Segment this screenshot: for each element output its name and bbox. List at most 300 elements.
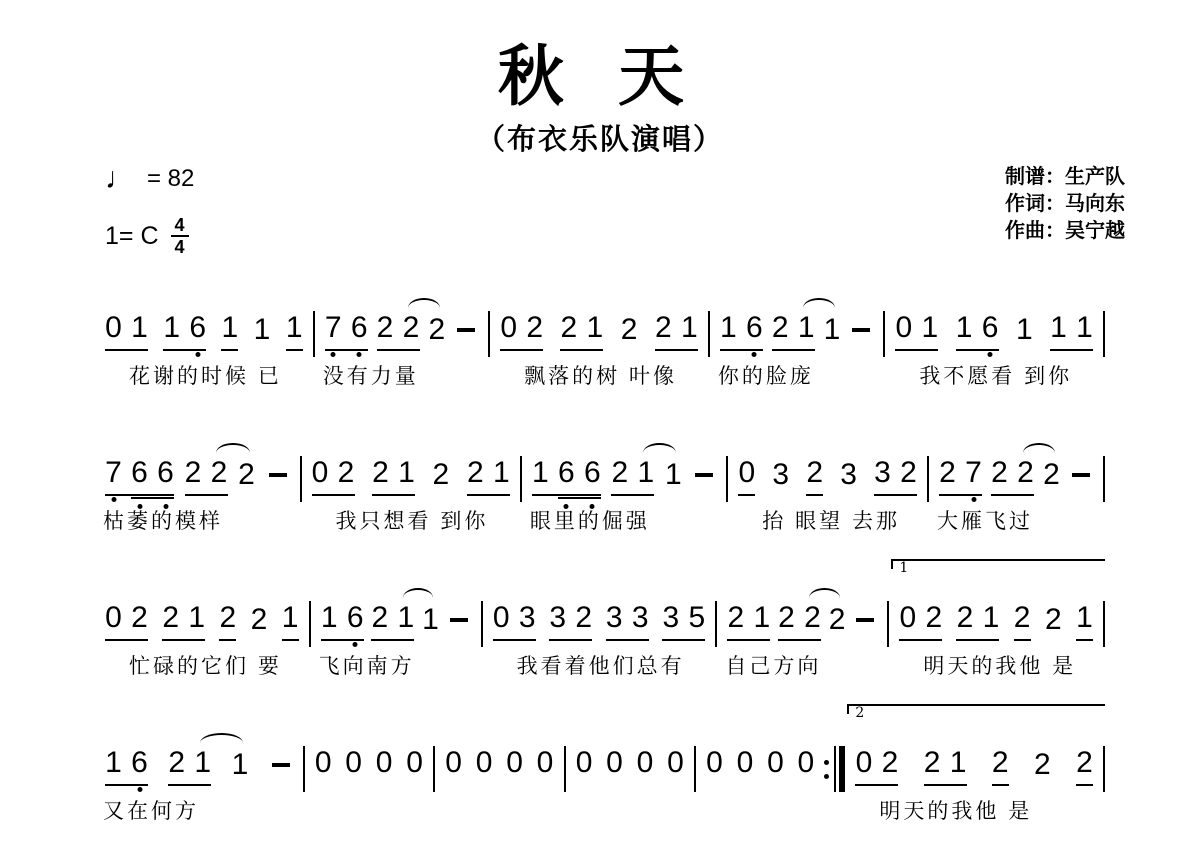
note: 2 (168, 746, 186, 780)
tie-arc (408, 298, 440, 308)
note-group (840, 458, 857, 496)
note: 1 (163, 311, 181, 345)
credit-composer: 作曲：吴宁越 (1005, 219, 1125, 242)
note: 2 (219, 601, 237, 635)
note: 1 (1076, 311, 1093, 345)
volta-bracket (891, 559, 1105, 577)
note: 1 (131, 311, 148, 345)
measure (490, 289, 708, 390)
note: 2 (466, 456, 484, 490)
dash-bar (852, 328, 870, 332)
measure (710, 289, 883, 390)
rest: 0 (667, 746, 684, 780)
note-group (667, 746, 684, 784)
note: 1 (285, 311, 303, 345)
rest: 0 (738, 456, 756, 490)
dash (269, 748, 293, 782)
volta-number: 2 (855, 705, 865, 722)
note-group (537, 746, 554, 784)
note-group (560, 311, 603, 351)
note-group (238, 458, 255, 496)
measure (302, 434, 520, 535)
tie-arc (809, 588, 840, 598)
measure (522, 434, 727, 535)
note: 7 (105, 456, 122, 490)
note: 2 (162, 601, 179, 635)
lyric: 眼里的倔强 (529, 510, 650, 534)
note-group (105, 456, 174, 496)
system (95, 434, 1105, 535)
note-group (254, 313, 271, 351)
note: 2 (526, 311, 543, 345)
repeat-dots (824, 760, 829, 779)
note-group (855, 746, 898, 786)
notes-row (95, 746, 303, 786)
notes-row (566, 746, 694, 784)
note-group (219, 601, 236, 641)
time-signature (171, 216, 189, 258)
note-group (282, 601, 299, 641)
rest: 0 (375, 746, 393, 780)
lyric: 我看着他们总有 (516, 655, 685, 679)
rest: 0 (706, 746, 723, 780)
notes-row (95, 456, 300, 496)
measure (95, 579, 309, 680)
note-group (1076, 746, 1093, 786)
rest: 0 (636, 746, 654, 780)
rest: 0 (345, 746, 362, 780)
key-signature (105, 216, 194, 258)
note: 1 (637, 456, 655, 490)
credits-block (1005, 164, 1125, 245)
note: 1 (1050, 311, 1067, 345)
note: 2 (1017, 456, 1034, 490)
note-group (266, 458, 290, 496)
rest: 0 (855, 746, 873, 780)
lyric: 又在何方 (103, 800, 199, 824)
measure (885, 289, 1103, 390)
repeat-dot (824, 760, 829, 765)
note-group (325, 311, 368, 351)
rest: 0 (406, 746, 423, 780)
rest: 0 (492, 601, 510, 635)
note-group (991, 456, 1034, 496)
rest: 0 (475, 746, 493, 780)
repeat-dot (824, 774, 829, 779)
note-group (315, 746, 332, 784)
tie-arc (803, 298, 835, 308)
note-group (778, 601, 821, 641)
note-group (738, 456, 755, 496)
dash-bar (1072, 473, 1090, 477)
rest: 0 (767, 746, 784, 780)
rest: 0 (311, 456, 329, 490)
tie-arc (200, 733, 243, 743)
rest: 0 (314, 746, 332, 780)
note: 1 (398, 456, 415, 490)
note-group (185, 456, 228, 496)
lyric: 忙碌的它们 要 (129, 655, 282, 679)
note: 2 (238, 458, 255, 492)
lyric: 自己方向 (725, 655, 822, 679)
rest: 0 (506, 746, 523, 780)
notes-row (95, 311, 313, 351)
note-group (621, 313, 638, 351)
note: 1 (532, 456, 549, 490)
note: 2 (250, 603, 268, 637)
note-group (406, 746, 423, 784)
note-group (428, 313, 445, 351)
note-group (606, 601, 649, 641)
note: 3 (549, 601, 567, 635)
notes-row (483, 601, 716, 641)
key-value: 1= C (105, 221, 159, 250)
note-group (727, 601, 770, 641)
note-group (250, 603, 267, 641)
lyric: 飘落的树 叶像 (524, 365, 677, 389)
note-group (558, 456, 601, 490)
tempo-marking (105, 161, 195, 195)
note-group (1014, 601, 1031, 641)
note-group (454, 313, 478, 351)
note-group (899, 601, 942, 641)
note: 1 (949, 746, 967, 780)
note: 3 (605, 601, 623, 635)
note-group (611, 456, 654, 496)
note-group (445, 746, 462, 784)
measure (483, 579, 716, 680)
notes-row (929, 456, 1103, 496)
note-group (467, 456, 510, 496)
dash (849, 313, 873, 347)
note: 2 (956, 601, 974, 635)
notes-row (889, 601, 1103, 641)
note: 1 (1015, 313, 1033, 347)
barline (1103, 456, 1105, 502)
note: 6 (131, 746, 148, 780)
note-group (662, 601, 705, 641)
note-group (1050, 311, 1093, 351)
note: 2 (1076, 746, 1093, 780)
barline (1103, 746, 1105, 792)
note-group (853, 603, 877, 641)
note: 2 (804, 601, 821, 635)
note: 2 (1043, 458, 1060, 492)
note-group (312, 456, 355, 496)
note-group (655, 311, 698, 351)
note: 2 (1013, 601, 1031, 635)
note: 2 (620, 313, 638, 347)
note-group (532, 456, 601, 496)
time-signature-unit: 4 (174, 237, 185, 258)
note: 2 (1033, 748, 1051, 782)
lyric: 我只想看 到你 (335, 510, 489, 534)
note-group (1016, 313, 1033, 351)
note: 2 (925, 601, 943, 635)
tie-arc (216, 443, 250, 453)
note-group (493, 601, 536, 641)
tempo-key-block (105, 161, 195, 258)
lyric: 明天的我他 是 (879, 800, 1033, 824)
tie-arc (1023, 443, 1055, 453)
note-group (105, 746, 148, 786)
notes-row (522, 456, 727, 496)
song-title: 秋 天 (497, 39, 703, 113)
note: 1 (281, 601, 299, 635)
system (95, 705, 1105, 825)
note-group (500, 311, 543, 351)
notes-row (311, 601, 481, 641)
note-group (221, 311, 238, 351)
note: 1 (665, 458, 682, 492)
note: 2 (900, 456, 917, 490)
note-group (1069, 458, 1093, 496)
note: 1 (797, 311, 815, 345)
note-group (956, 311, 999, 351)
note: 1 (720, 311, 737, 345)
note: 2 (727, 601, 745, 635)
note-group (772, 458, 789, 496)
note-group (772, 311, 815, 351)
note: 1 (681, 311, 698, 345)
note: 2 (131, 601, 148, 635)
note-group (992, 746, 1009, 786)
measure (696, 724, 824, 784)
note-group (1034, 748, 1051, 786)
note: 1 (753, 601, 771, 635)
note: 5 (688, 601, 706, 635)
note: 2 (923, 746, 941, 780)
note: 2 (432, 458, 450, 492)
note: 3 (772, 458, 790, 492)
note: 1 (397, 601, 415, 635)
note: 2 (611, 456, 629, 490)
note: 1 (823, 313, 841, 347)
note: 3 (518, 601, 536, 635)
note-group (168, 746, 211, 786)
note-group (345, 746, 362, 784)
measure (717, 579, 887, 680)
note-group (422, 603, 439, 641)
note-group (706, 746, 723, 784)
note-group (131, 456, 174, 490)
note: 6 (746, 311, 763, 345)
repeat-thin-bar (834, 746, 836, 792)
note: 2 (428, 313, 446, 347)
note: 6 (350, 311, 368, 345)
note: 2 (210, 456, 228, 490)
note-group (823, 313, 840, 351)
credit-lyricist: 作词：马向东 (1005, 192, 1125, 215)
note-group (606, 746, 623, 784)
lyric: 你的脸庞 (717, 365, 814, 389)
rest: 0 (736, 746, 754, 780)
note-group (924, 746, 967, 786)
barline (1103, 601, 1105, 647)
note: 2 (371, 601, 389, 635)
system (95, 560, 1105, 680)
note: 2 (575, 601, 593, 635)
note: 1 (105, 746, 122, 780)
note: 1 (221, 311, 239, 345)
note: 3 (662, 601, 680, 635)
measure (311, 579, 481, 680)
time-signature-beats: 4 (174, 214, 185, 235)
note-group (321, 601, 364, 641)
notes-row (728, 456, 927, 496)
note-group (371, 601, 414, 641)
note: 1 (320, 601, 338, 635)
notes-row (302, 456, 520, 496)
volta-number: 1 (899, 560, 909, 577)
dash-bar (457, 328, 475, 332)
note-group (1076, 601, 1093, 641)
note: 1 (955, 311, 973, 345)
note-group (829, 603, 846, 641)
note: 1 (492, 456, 510, 490)
note: 1 (586, 311, 604, 345)
note-group (797, 746, 814, 784)
note-group (231, 748, 248, 786)
lyric: 花谢的时候 已 (129, 365, 282, 389)
note: 1 (188, 601, 205, 635)
quarter-note-icon: ♩ (105, 161, 135, 195)
dash (266, 458, 290, 492)
measure (315, 289, 488, 390)
note: 2 (881, 746, 899, 780)
note-group (162, 601, 205, 641)
note: 7 (965, 456, 982, 490)
note-group (874, 456, 917, 496)
notes-row (95, 601, 309, 641)
note-group (549, 601, 592, 641)
note: 2 (184, 456, 202, 490)
notes-row (717, 601, 887, 641)
note: 1 (253, 313, 271, 347)
dash-bar (269, 473, 287, 477)
notes-row (305, 746, 433, 784)
note-group (767, 746, 784, 784)
note: 2 (939, 456, 956, 490)
notes-row (845, 746, 1103, 786)
note-group (376, 746, 393, 784)
measure (566, 724, 694, 784)
dash (447, 603, 471, 637)
notes-row (490, 311, 708, 351)
note-group (1045, 603, 1062, 641)
note: 6 (189, 311, 207, 345)
notes-row (315, 311, 488, 351)
note: 6 (981, 311, 999, 345)
notes-row (885, 311, 1103, 351)
note: 6 (584, 456, 601, 490)
note: 2 (376, 311, 394, 345)
rest: 0 (899, 601, 917, 635)
note: 3 (874, 456, 891, 490)
note: 2 (991, 746, 1009, 780)
note-group (849, 313, 873, 351)
note: 1 (422, 603, 439, 637)
note-group (806, 456, 823, 496)
note: 7 (324, 311, 342, 345)
measure (95, 434, 300, 535)
note: 2 (655, 311, 672, 345)
rest: 0 (797, 746, 815, 780)
note: 6 (346, 601, 364, 635)
lyric: 飞向南方 (318, 655, 415, 679)
note-group (286, 311, 303, 351)
song-subtitle: （布衣乐队演唱） (475, 123, 724, 156)
note: 2 (337, 456, 355, 490)
lyric: 大雁飞过 (937, 510, 1034, 534)
measure (435, 724, 563, 784)
note-group (447, 603, 471, 641)
note: 2 (1044, 603, 1062, 637)
note-group (1043, 458, 1060, 496)
lyric: 我不愿看 到你 (919, 365, 1073, 389)
system (95, 289, 1105, 390)
rest: 0 (105, 311, 122, 345)
dash (853, 603, 877, 637)
rest: 0 (895, 311, 913, 345)
rest: 0 (105, 601, 122, 635)
note: 6 (131, 456, 148, 490)
rest: 0 (606, 746, 623, 780)
dash-bar (272, 763, 290, 767)
measure (929, 434, 1103, 535)
notes-row (710, 311, 883, 351)
note-group (372, 456, 415, 496)
measure (95, 724, 303, 825)
note: 3 (631, 601, 649, 635)
lyric: 枯萎的模样 (103, 510, 223, 534)
note-group (720, 311, 763, 351)
note-group (476, 746, 493, 784)
note: 2 (402, 311, 420, 345)
note: 2 (778, 601, 795, 635)
note: 2 (991, 456, 1008, 490)
measure (889, 560, 1103, 680)
note: 1 (231, 748, 249, 782)
rest: 0 (500, 311, 517, 345)
note: 1 (1076, 601, 1093, 635)
dash (454, 313, 478, 347)
note-group (665, 458, 682, 496)
rest: 0 (536, 746, 554, 780)
note-group (506, 746, 523, 784)
volta-bracket (847, 704, 1105, 722)
repeat-end-barline (824, 746, 845, 792)
note-group (692, 458, 716, 496)
note-group (163, 311, 206, 351)
note-group (269, 748, 293, 786)
note-group (895, 311, 938, 351)
note-group (105, 311, 148, 351)
note: 2 (560, 311, 578, 345)
note-group (956, 601, 999, 641)
measure (845, 705, 1103, 825)
note-group (432, 458, 449, 496)
rest: 0 (575, 746, 593, 780)
dash-bar (695, 473, 713, 477)
notes-row (696, 746, 824, 784)
note-group (576, 746, 593, 784)
meta-row (105, 161, 1125, 258)
note: 1 (921, 311, 939, 345)
tie-arc (403, 588, 434, 598)
measure (305, 724, 433, 784)
note: 6 (558, 456, 575, 490)
